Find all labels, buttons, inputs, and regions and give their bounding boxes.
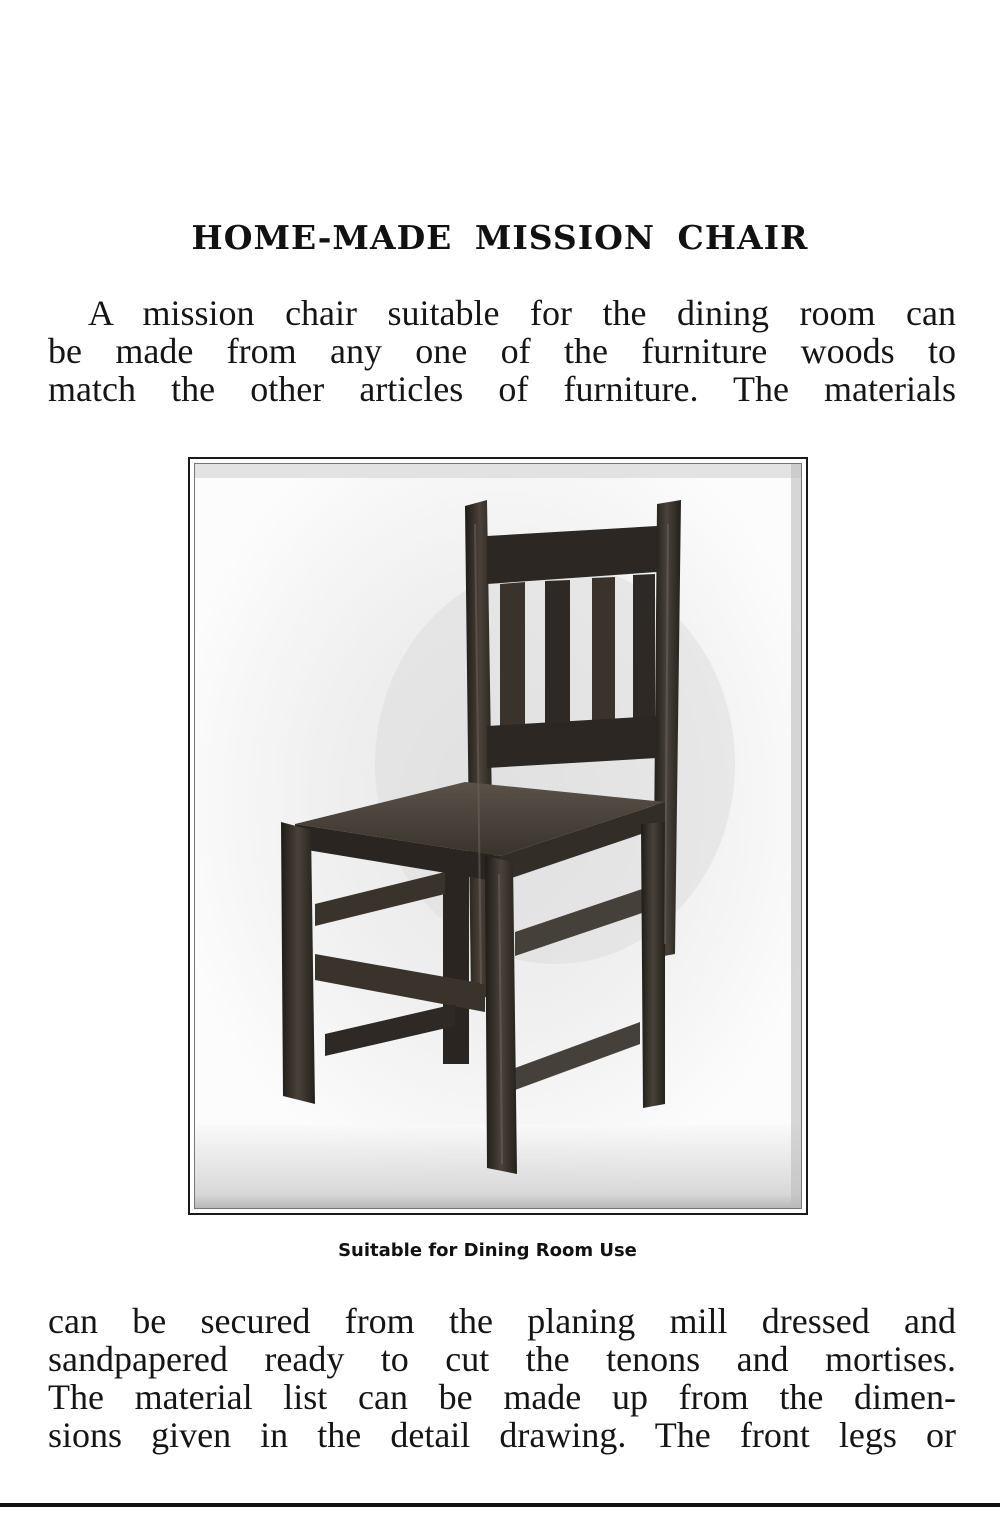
chair-photograph bbox=[194, 463, 802, 1209]
chair-photograph-frame bbox=[188, 457, 808, 1215]
text-line: The material list can be made up from the dimen- bbox=[48, 1377, 956, 1417]
text-line: be made from any one of the furniture woods to bbox=[48, 331, 956, 371]
text-line: match the other articles of furniture. The materials bbox=[48, 369, 956, 409]
text-line: sandpapered ready to cut the tenons and mortises. bbox=[48, 1339, 956, 1379]
mission-chair-illustration bbox=[195, 464, 802, 1209]
intro-paragraph bbox=[48, 294, 956, 408]
body-paragraph bbox=[48, 1302, 956, 1454]
figure-caption: Suitable for Dining Room Use bbox=[338, 1240, 637, 1261]
page-title: HOME-MADE MISSION CHAIR bbox=[191, 218, 809, 257]
page-bottom-rule bbox=[0, 1503, 1000, 1507]
text-line: can be secured from the planing mill dressed and bbox=[48, 1301, 956, 1341]
text-line: sions given in the detail drawing. The front legs or bbox=[48, 1415, 956, 1455]
text-line: A mission chair suitable for the dining room can bbox=[88, 293, 956, 333]
